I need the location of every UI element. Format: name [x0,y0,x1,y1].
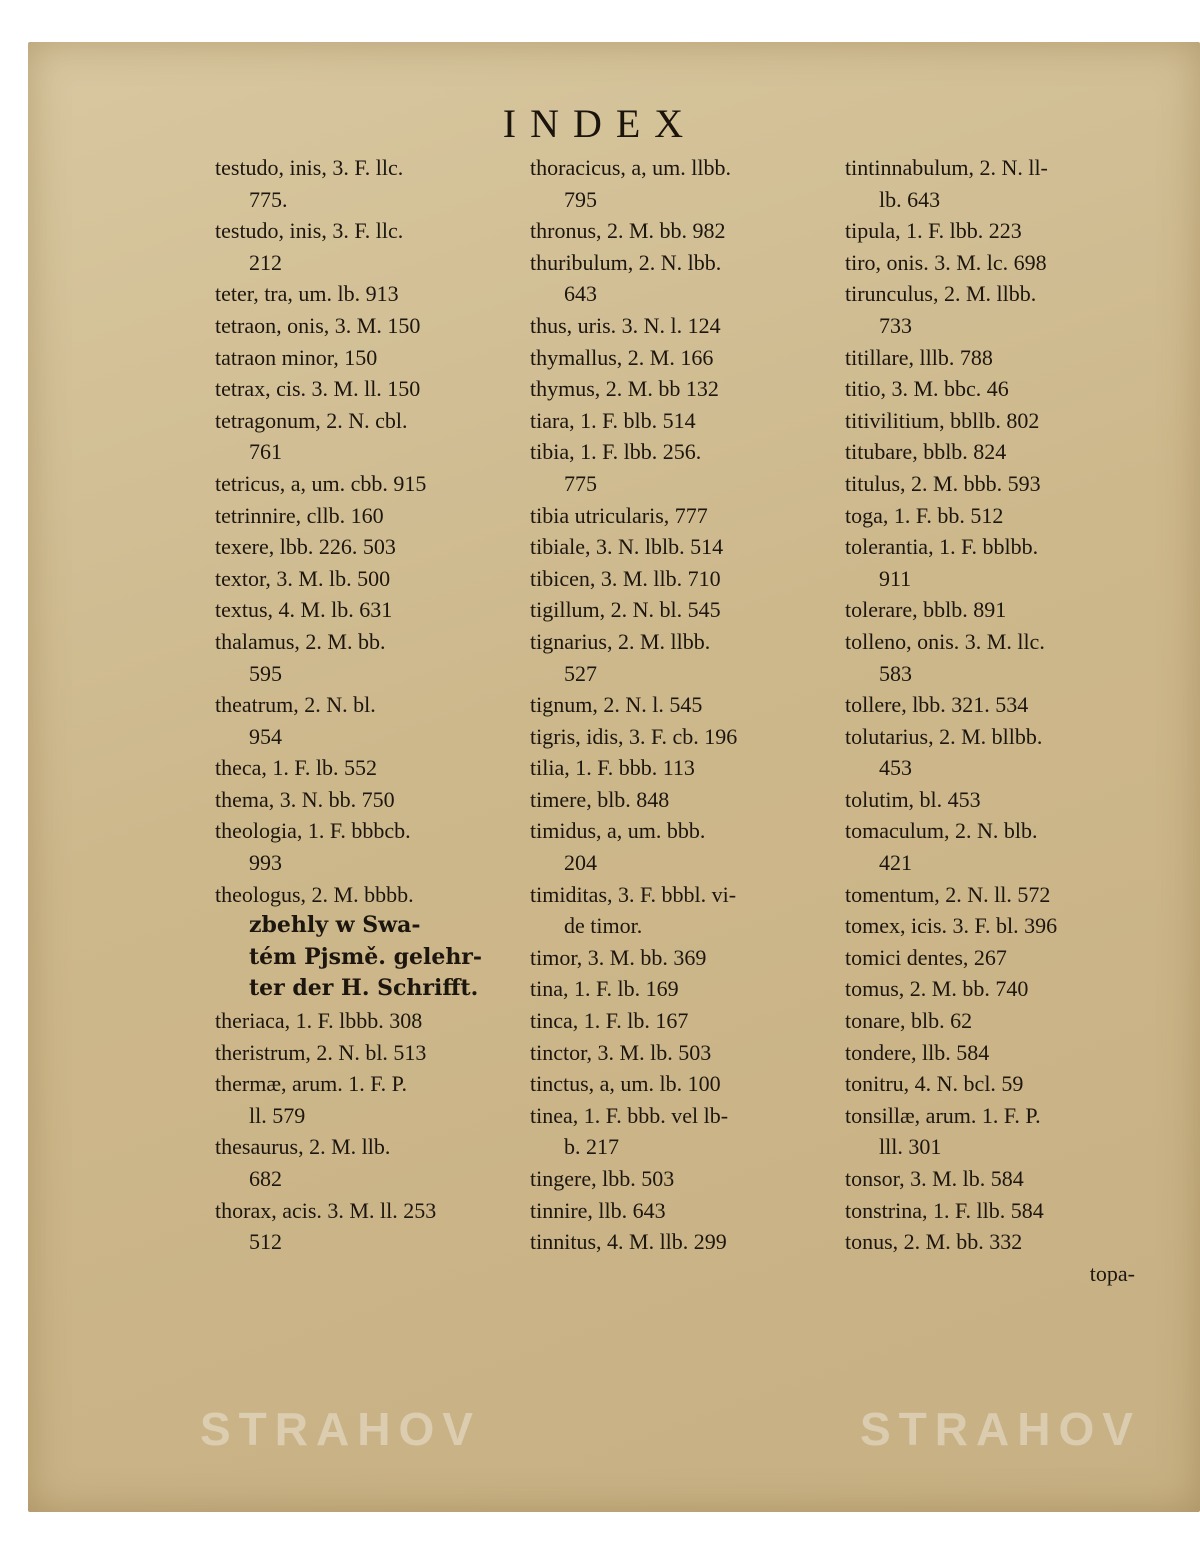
index-column-1 [215,152,505,1258]
index-entry-line: tonstrina, 1. F. llb. 584 [845,1197,1044,1223]
index-entry-line: thymallus, 2. M. 166 [530,344,714,370]
index-entry-line: tilia, 1. F. bbb. 113 [530,755,695,781]
index-entry-line: theristrum, 2. N. bl. 513 [215,1039,427,1065]
index-entry-line: theologia, 1. F. bbbcb. [215,818,411,844]
index-entry-line: tignum, 2. N. l. 545 [530,692,703,718]
index-entry-line: 954 [249,723,282,749]
index-entry-line: 643 [564,281,597,307]
index-entry-line: tolerare, bblb. 891 [845,597,1007,623]
index-entry-line: lll. 301 [879,1134,942,1160]
index-entry-line: thus, uris. 3. N. l. 124 [530,312,721,338]
index-entry-line: 512 [249,1229,282,1255]
index-entry-line: tigillum, 2. N. bl. 545 [530,597,721,623]
index-entry-line: tipula, 1. F. lbb. 223 [845,218,1022,244]
index-entry-line: b. 217 [564,1134,619,1160]
index-entry-line: tiara, 1. F. blb. 514 [530,407,696,433]
index-entry-line: 795 [564,186,597,212]
index-entry-line: 212 [249,249,282,275]
watermark: STRAHOV [860,1403,1141,1455]
index-entry-line: tomaculum, 2. N. blb. [845,818,1038,844]
index-entry-line: tolutim, bl. 453 [845,786,981,812]
index-entry-line: 453 [879,755,912,781]
index-entry-line: titivilitium, bbllb. 802 [845,407,1040,433]
index-entry-line: tomici dentes, 267 [845,944,1007,970]
index-entry-line: tomex, icis. 3. F. bl. 396 [845,913,1058,939]
index-entry-line: tigris, idis, 3. F. cb. 196 [530,723,738,749]
index-entry-line: ll. 579 [249,1102,306,1128]
index-column-3 [845,152,1135,1289]
index-entry-line: theriaca, 1. F. lbbb. 308 [215,1008,423,1034]
index-entry-line: tinctus, a, um. lb. 100 [530,1071,721,1097]
index-entry-line: tetricus, a, um. cbb. 915 [215,470,427,496]
index-entry-line: tinctor, 3. M. lb. 503 [530,1039,712,1065]
index-entry-line: 204 [564,850,597,876]
index-entry-line: timor, 3. M. bb. 369 [530,944,707,970]
index-entry-line: textor, 3. M. lb. 500 [215,565,391,591]
index-entry-line: tina, 1. F. lb. 169 [530,976,679,1002]
index-entry-line: 527 [564,660,597,686]
index-entry-line: 733 [879,312,912,338]
index-entry-line: tomentum, 2. N. ll. 572 [845,881,1051,907]
index-entry-line: tolerantia, 1. F. bblbb. [845,534,1039,560]
index-entry-line: tonitru, 4. N. bcl. 59 [845,1071,1024,1097]
index-entry-line: titillare, lllb. 788 [845,344,993,370]
index-entry-line: 775 [564,470,597,496]
index-entry-line: thymus, 2. M. bb 132 [530,376,719,402]
index-entry-line: 775. [249,186,288,212]
index-entry-line: ter der H. Schrifft. [249,975,479,1002]
index-entry-line: topa- [1089,1260,1135,1286]
index-entry-line: 583 [879,660,912,686]
index-entry-line: tetrinnire, cllb. 160 [215,502,384,528]
index-entry-line: tetrax, cis. 3. M. ll. 150 [215,376,421,402]
index-entry-line: tingere, lbb. 503 [530,1166,675,1191]
index-entry-line: tibiale, 3. N. lblb. 514 [530,534,724,560]
index-entry-line: zbehly w Swa- [249,912,421,939]
index-entry-line: tonus, 2. M. bb. 332 [845,1229,1023,1255]
index-entry-line: tomus, 2. M. bb. 740 [845,976,1029,1002]
index-entry-line: testudo, inis, 3. F. llc. [215,218,404,244]
index-entry-line: tatraon minor, 150 [215,344,378,370]
index-entry-line: thronus, 2. M. bb. 982 [530,218,726,244]
index-entry-line: 761 [249,439,282,465]
index-entry-line: theologus, 2. M. bbbb. [215,881,414,907]
index-entry-line: 421 [879,850,912,876]
index-entry-line: tignarius, 2. M. llbb. [530,628,711,654]
watermark: STRAHOV [200,1403,481,1455]
index-entry-line: tinca, 1. F. lb. 167 [530,1008,689,1034]
index-entry-line: tirunculus, 2. M. llbb. [845,281,1037,307]
index-entry-line: timere, blb. 848 [530,786,670,812]
index-entry-line: 595 [249,660,282,686]
index-entry-line: tondere, llb. 584 [845,1039,990,1065]
index-entry-line: 993 [249,850,282,876]
index-entry-line: thermæ, arum. 1. F. P. [215,1071,407,1097]
index-entry-line: tonsillæ, arum. 1. F. P. [845,1102,1041,1128]
index-entry-line: tolleno, onis. 3. M. llc. [845,628,1045,654]
index-entry-line: tintinnabulum, 2. N. ll- [845,155,1048,180]
index-entry-line: theatrum, 2. N. bl. [215,692,376,718]
index-entry-line: tibia, 1. F. lbb. 256. [530,439,702,465]
index-entry-line: tetragonum, 2. N. cbl. [215,407,408,433]
index-entry-line: tonsor, 3. M. lb. 584 [845,1166,1024,1191]
index-entry-line: tollere, lbb. 321. 534 [845,692,1029,718]
index-entry-line: thuribulum, 2. N. lbb. [530,249,722,275]
index-entry-line: thema, 3. N. bb. 750 [215,786,395,812]
index-entry-line: titubare, bblb. 824 [845,439,1007,465]
index-entry-line: tinea, 1. F. bbb. vel lb- [530,1102,729,1128]
index-entry-line: tiro, onis. 3. M. lc. 698 [845,249,1047,275]
index-entry-line: theca, 1. F. lb. 552 [215,755,377,781]
index-entry-line: tinnitus, 4. M. llb. 299 [530,1229,727,1255]
index-entry-line: tolutarius, 2. M. bllbb. [845,723,1043,749]
index-entry-line: textus, 4. M. lb. 631 [215,597,393,623]
index-entry-line: tonare, blb. 62 [845,1008,973,1034]
index-entry-line: thorax, acis. 3. M. ll. 253 [215,1197,437,1223]
index-entry-line: timiditas, 3. F. bbbl. vi- [530,881,737,907]
index-entry-line: thoracicus, a, um. llbb. [530,155,732,180]
index-entry-line: lb. 643 [879,186,941,212]
index-entry-line: thalamus, 2. M. bb. [215,628,386,654]
index-entry-line: tinnire, llb. 643 [530,1197,666,1223]
index-entry-line: thesaurus, 2. M. llb. [215,1134,391,1160]
index-entry-line: texere, lbb. 226. 503 [215,534,396,560]
index-entry-line: teter, tra, um. lb. 913 [215,281,399,307]
page-title: INDEX [502,101,698,146]
index-entry-line: de timor. [564,913,643,939]
index-entry-line: 682 [249,1166,282,1191]
index-entry-line: titio, 3. M. bbc. 46 [845,376,1009,402]
index-entry-line: timidus, a, um. bbb. [530,818,706,844]
index-entry-line: testudo, inis, 3. F. llc. [215,155,404,180]
index-entry-line: tibia utricularis, 777 [530,502,708,528]
index-entry-line: toga, 1. F. bb. 512 [845,502,1004,528]
index-entry-line: tibicen, 3. M. llb. 710 [530,565,721,591]
index-entry-line: titulus, 2. M. bbb. 593 [845,470,1041,496]
index-entry-line: 911 [879,565,912,591]
index-column-2 [530,152,820,1258]
index-entry-line: tém Pjsmě. gelehr- [249,943,483,970]
index-entry-line: tetraon, onis, 3. M. 150 [215,312,421,338]
